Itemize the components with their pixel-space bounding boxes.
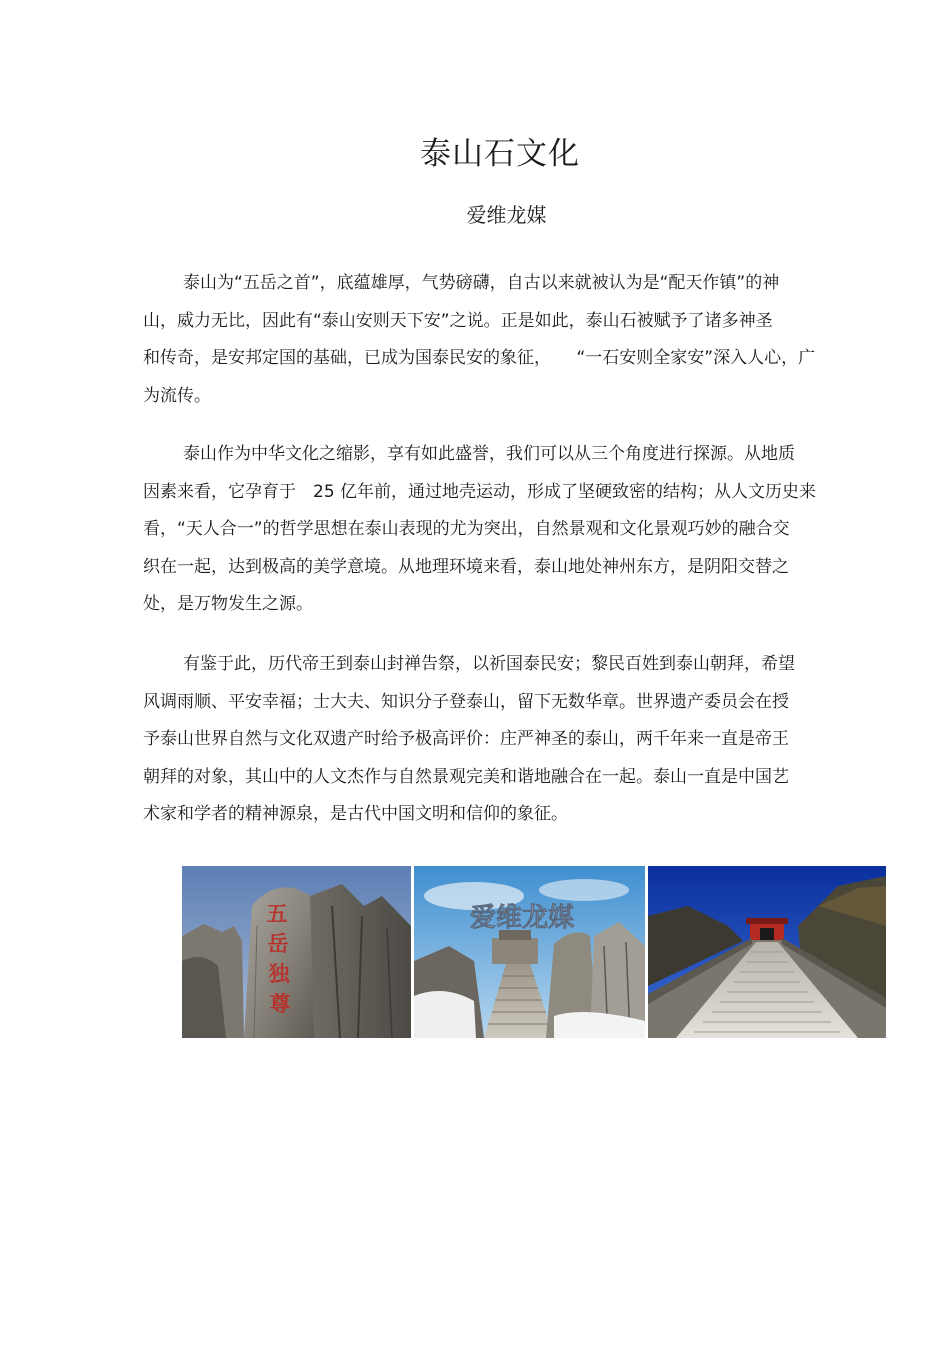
stone-stairway-image — [648, 866, 886, 1038]
paragraph-line: 织在一起，达到极高的美学意境。从地理环境来看，泰山地处神州东方，是阴阳交替之 — [143, 556, 789, 577]
paragraph-line: 予泰山世界自然与文化双遗产时给予极高评价：庄严神圣的泰山，两千年来一直是帝王 — [143, 729, 789, 749]
paragraph-line: 为流传。 — [143, 385, 211, 406]
paragraph-line: 山，威力无比，因此有“泰山安则天下安”之说。正是如此，泰山石被赋予了诸多神圣 — [143, 310, 773, 331]
photo-snowy-stairs — [414, 866, 645, 1038]
snowy-stairs-image — [414, 866, 645, 1038]
photo-strip — [182, 866, 888, 1040]
photo-inscribed-rock — [182, 866, 411, 1038]
paragraph-line: 看，“天人合一”的哲学思想在泰山表现的尤为突出，自然景观和文化景观巧妙的融合交 — [143, 519, 790, 539]
paragraph-1 — [143, 265, 815, 415]
paragraph-line: 风调雨顺、平安幸福；士大夫、知识分子登泰山，留下无数华章。世界遗产委员会在授 — [143, 691, 789, 712]
paragraph-line: 因素来看，它孕育于 25 亿年前，通过地壳运动，形成了坚硬致密的结构；从人文历史来 — [143, 481, 817, 502]
photo-stone-stairway — [648, 866, 886, 1038]
paragraph-line: 朝拜的对象，其山中的人文杰作与自然景观完美和谐地融合在一起。泰山一直是中国艺 — [143, 766, 789, 787]
document-author: 爱维龙媒 — [466, 203, 547, 227]
paragraph-line: 有鉴于此，历代帝王到泰山封禅告祭，以祈国泰民安；黎民百姓到泰山朝拜，希望 — [183, 654, 795, 674]
photo-watermark: 爱维龙媒 — [469, 903, 575, 933]
paragraph-line: 处，是万物发生之源。 — [143, 594, 313, 614]
inscribed-rock-image — [182, 866, 411, 1038]
inscription-char: 五 — [266, 901, 288, 926]
paragraph-line: 泰山作为中华文化之缩影，享有如此盛誉，我们可以从三个角度进行探源。从地质 — [183, 444, 795, 464]
paragraph-3 — [143, 646, 795, 834]
paragraph-line: 和传奇，是安邦定国的基础，已成为国泰民安的象征， “一石安则全家安”深入人心，广 — [143, 348, 816, 368]
inscription-char: 独 — [268, 961, 290, 986]
document-title: 泰山石文化 — [420, 136, 580, 172]
inscription-char: 尊 — [269, 991, 291, 1016]
inscription-char: 岳 — [267, 931, 289, 956]
paragraph-line: 泰山为“五岳之首”，底蕴雄厚，气势磅礴，自古以来就被认为是“配天作镇”的神 — [183, 273, 780, 293]
paragraph-line: 术家和学者的精神源泉，是古代中国文明和信仰的象征。 — [143, 804, 568, 824]
paragraph-2 — [143, 436, 816, 624]
